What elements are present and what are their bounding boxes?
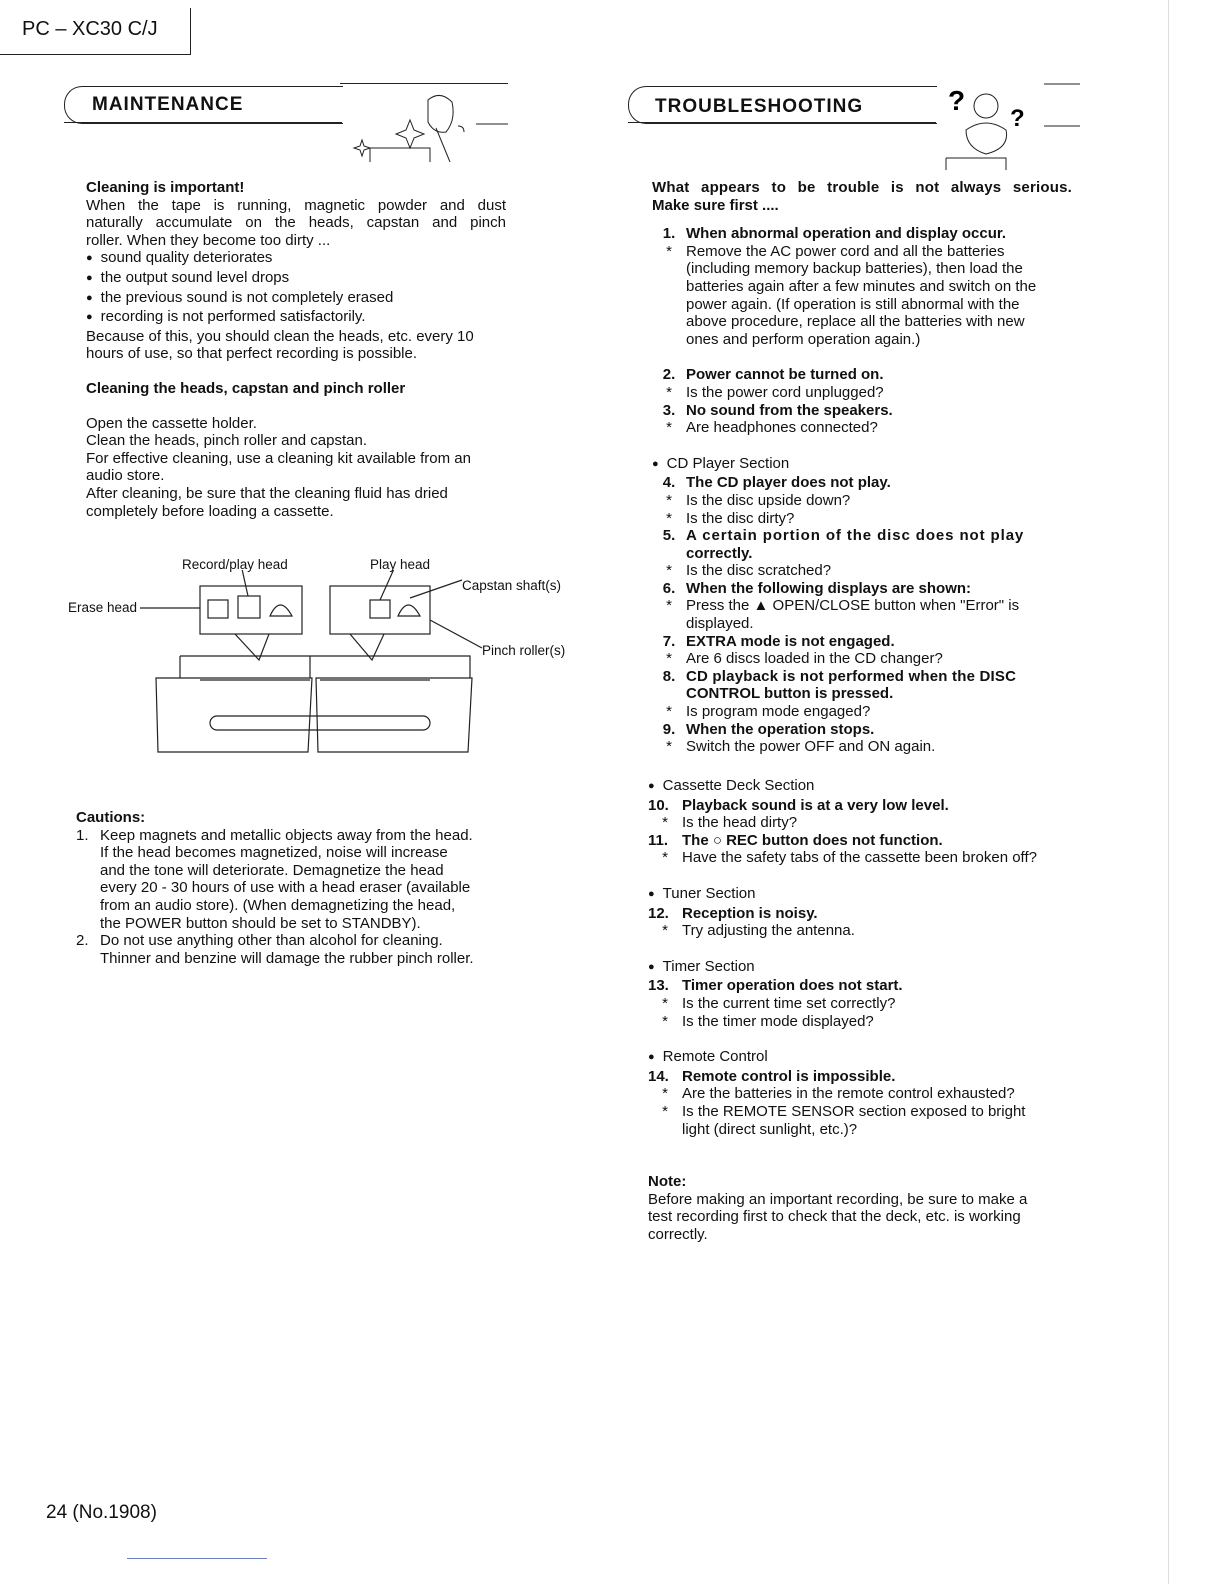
cassette-deck-diagram xyxy=(140,570,485,765)
label-record-play-head: Record/play head xyxy=(182,557,288,572)
item-8 xyxy=(652,668,1072,686)
item-8-title-1: CD playback is not performed when the DISC xyxy=(686,667,1017,685)
item-6-number: 6. xyxy=(662,579,676,597)
item-11 xyxy=(648,832,1078,850)
bullet-2: ● the output sound level drops xyxy=(86,269,506,289)
caution-1-line-1: Keep magnets and metallic objects away from the head. xyxy=(100,826,473,844)
troubleshooting-column xyxy=(652,179,1072,756)
item-8-check: * Is program mode engaged? xyxy=(666,703,871,721)
cassette-section: ● Cassette Deck Section xyxy=(648,777,1078,797)
step-3: For effective cleaning, use a cleaning kit available from an xyxy=(86,449,471,467)
maintenance-column xyxy=(86,179,506,520)
bullet-1: ● sound quality deteriorates xyxy=(86,249,506,269)
item-12 xyxy=(648,905,1078,923)
step-1: Open the cassette holder. xyxy=(86,414,257,432)
cautions-title: Cautions: xyxy=(76,809,146,826)
label-capstan: Capstan shaft(s) xyxy=(462,578,562,593)
item-2-check: * Is the power cord unplugged? xyxy=(666,383,884,401)
item-10-check: * Is the head dirty? xyxy=(662,814,798,832)
item-4-check-2: * Is the disc dirty? xyxy=(666,509,795,527)
item-12-check: * Try adjusting the antenna. xyxy=(662,922,855,940)
item-13-check-2-text: Is the timer mode displayed? xyxy=(682,1012,874,1030)
item-13-number: 13. xyxy=(648,977,669,995)
item-14-check-1-text: Are the batteries in the remote control exhausted? xyxy=(682,1085,1015,1103)
because-1: Because of this, you should clean the heads, etc. every 10 xyxy=(86,327,474,345)
maintenance-heading-rule xyxy=(64,122,342,123)
step-2: Clean the heads, pinch roller and capstan. xyxy=(86,432,368,450)
item-4-title: The CD player does not play. xyxy=(686,474,891,492)
item-1-number: 1. xyxy=(662,225,676,243)
caution-2-line-2: Thinner and benzine will damage the rubber pinch roller. xyxy=(100,949,474,967)
note-line-3: correctly. xyxy=(648,1225,708,1243)
item-14-number: 14. xyxy=(648,1067,669,1085)
item-2-number: 2. xyxy=(662,366,676,384)
item-14-check-1: * Are the batteries in the remote control exhausted? xyxy=(662,1085,1015,1103)
caution-1-line-6: the POWER button should be set to STANDBY). xyxy=(100,914,421,932)
note-title: Note: xyxy=(648,1173,687,1191)
item-7 xyxy=(652,633,1072,651)
cautions xyxy=(76,809,506,967)
item-4-check-1-text: Is the disc upside down? xyxy=(686,491,851,509)
sparkle-head-icon xyxy=(350,88,510,164)
step-6: completely before loading a cassette. xyxy=(86,502,334,520)
item-5 xyxy=(652,527,1072,545)
step-5: After cleaning, be sure that the cleaning fluid has dried xyxy=(86,484,448,502)
item-3-number: 3. xyxy=(662,401,676,419)
item-9-check-text: Switch the power OFF and ON again. xyxy=(686,738,936,756)
svg-text:?: ? xyxy=(948,85,966,116)
item-14 xyxy=(648,1068,1078,1086)
item-2-check-text: Is the power cord unplugged? xyxy=(686,383,884,401)
caution-1 xyxy=(76,827,506,845)
item-13-check-1: * Is the current time set correctly? xyxy=(662,994,896,1012)
item-7-title: EXTRA mode is not engaged. xyxy=(686,632,895,650)
item-11-title: The ○ REC button does not function. xyxy=(682,831,943,849)
item-3-check-text: Are headphones connected? xyxy=(686,419,878,437)
item-5-title-1: A certain portion of the disc does not play xyxy=(686,527,1025,545)
item-1-title: When abnormal operation and display occur. xyxy=(686,225,1007,243)
item-11-number: 11. xyxy=(648,831,669,849)
cleaning-title: Cleaning is important! xyxy=(86,179,245,196)
item-1 xyxy=(652,225,1072,243)
svg-text:?: ? xyxy=(1010,105,1025,132)
item-5-number: 5. xyxy=(662,527,676,545)
item-13-check-2: * Is the timer mode displayed? xyxy=(662,1012,874,1030)
item-5-title-2: correctly. xyxy=(686,544,753,562)
timer-section: ● Timer Section xyxy=(648,958,1078,978)
cleaning-intro-1: When the tape is running, magnetic powder and dust xyxy=(86,196,506,214)
item-6 xyxy=(652,580,1072,598)
step-4: audio store. xyxy=(86,467,165,485)
item-10-check-text: Is the head dirty? xyxy=(682,814,798,832)
item-9-number: 9. xyxy=(662,720,676,738)
item-14-check-2-text: Is the REMOTE SENSOR section exposed to bright xyxy=(682,1102,1026,1120)
item-10-number: 10. xyxy=(648,796,669,814)
troubleshooting-column-lower xyxy=(648,777,1078,1243)
item-3 xyxy=(652,402,1072,420)
label-erase-head: Erase head xyxy=(68,600,138,615)
caution-2 xyxy=(76,932,506,950)
page-edge xyxy=(1168,0,1169,1584)
item-6-check-1: * Press the ▲ OPEN/CLOSE button when "Error" is xyxy=(666,597,1020,615)
item-12-title: Reception is noisy. xyxy=(682,904,818,922)
item-10 xyxy=(648,797,1078,815)
caution-1-number: 1. xyxy=(76,826,89,844)
item-4 xyxy=(652,474,1072,492)
caution-2-line-1: Do not use anything other than alcohol for cleaning. xyxy=(100,932,443,950)
page-number: 24 (No.1908) xyxy=(46,1502,157,1523)
item-1-line-6: ones and perform operation again.) xyxy=(686,330,921,348)
bullet-3: ● the previous sound is not completely erased xyxy=(86,289,506,309)
item-2-title: Power cannot be turned on. xyxy=(686,366,884,384)
item-8-check-text: Is program mode engaged? xyxy=(686,703,871,721)
item-12-check-text: Try adjusting the antenna. xyxy=(682,922,855,940)
item-1-line-3: batteries again after a few minutes and switch on the xyxy=(686,277,1037,295)
item-6-check-1-text: Press the ▲ OPEN/CLOSE button when "Error" is xyxy=(686,597,1020,615)
item-9-title: When the operation stops. xyxy=(686,720,875,738)
cleaning-intro-3: roller. When they become too dirty ... xyxy=(86,231,331,249)
item-1-line-1: * Remove the AC power cord and all the batteries xyxy=(666,242,1005,260)
item-4-check-2-text: Is the disc dirty? xyxy=(686,509,795,527)
item-3-check: * Are headphones connected? xyxy=(666,419,878,437)
because-2: hours of use, so that perfect recording is possible. xyxy=(86,345,418,363)
item-12-number: 12. xyxy=(648,904,669,922)
tuner-section: ● Tuner Section xyxy=(648,885,1078,905)
item-5-check: * Is the disc scratched? xyxy=(666,562,832,580)
item-5-check-text: Is the disc scratched? xyxy=(686,562,832,580)
item-4-number: 4. xyxy=(662,474,676,492)
item-14-check-2: * Is the REMOTE SENSOR section exposed to bright xyxy=(662,1102,1026,1120)
remote-section: ● Remote Control xyxy=(648,1048,1078,1068)
item-8-number: 8. xyxy=(662,667,676,685)
label-play-head: Play head xyxy=(370,557,431,572)
item-1-line-2: (including memory backup batteries), then load the xyxy=(686,260,1023,278)
bullet-4: ● recording is not performed satisfactorily. xyxy=(86,308,506,328)
caution-1-line-2: If the head becomes magnetized, noise will increase xyxy=(100,844,448,862)
item-10-title: Playback sound is at a very low level. xyxy=(682,796,949,814)
item-11-check: * Have the safety tabs of the cassette been broken off? xyxy=(662,849,1037,867)
label-pinch-roller: Pinch roller(s) xyxy=(482,643,566,658)
caution-1-line-3: and the tone will deteriorate. Demagnetize the head xyxy=(100,861,444,879)
item-13-check-1-text: Is the current time set correctly? xyxy=(682,994,896,1012)
maintenance-title: MAINTENANCE xyxy=(92,94,244,115)
footer-line xyxy=(127,1558,267,1559)
item-1-line-4: power again. (If operation is still abnormal with the xyxy=(686,295,1020,313)
caution-1-line-4: every 20 - 30 hours of use with a head eraser (available xyxy=(100,879,471,897)
model-number: PC – XC30 C/J xyxy=(22,18,158,40)
item-3-title: No sound from the speakers. xyxy=(686,401,893,419)
item-1-line-5: above procedure, replace all the batteries with new xyxy=(686,313,1025,331)
trouble-intro-2: Make sure first .... xyxy=(652,196,779,214)
item-14-title: Remote control is impossible. xyxy=(682,1067,896,1085)
item-9-check: * Switch the power OFF and ON again. xyxy=(666,738,936,756)
puzzled-person-icon xyxy=(940,76,1080,172)
item-9 xyxy=(652,721,1072,739)
item-13-title: Timer operation does not start. xyxy=(682,977,903,995)
troubleshooting-title: TROUBLESHOOTING xyxy=(655,96,864,117)
item-2 xyxy=(652,366,1072,384)
cd-section: ● CD Player Section xyxy=(652,455,1072,475)
item-13 xyxy=(648,977,1078,995)
item-6-check-2: displayed. xyxy=(686,615,754,633)
note-line-2: test recording first to check that the deck, etc. is working xyxy=(648,1208,1021,1226)
trouble-intro-1: What appears to be trouble is not always serious. xyxy=(652,179,1072,196)
heads-title: Cleaning the heads, capstan and pinch roller xyxy=(86,379,406,397)
item-7-check-text: Are 6 discs loaded in the CD changer? xyxy=(686,650,943,668)
maintenance-heading-rule-top xyxy=(340,83,508,84)
item-6-title: When the following displays are shown: xyxy=(686,579,972,597)
caution-1-line-5: from an audio store). (When demagnetizing the head, xyxy=(100,896,456,914)
item-11-check-text: Have the safety tabs of the cassette been broken off? xyxy=(682,849,1037,867)
item-14-check-2b: light (direct sunlight, etc.)? xyxy=(682,1120,858,1138)
item-1-text-1: Remove the AC power cord and all the batteries xyxy=(686,242,1005,260)
cleaning-intro-2: naturally accumulate on the heads, capstan and pinch xyxy=(86,214,506,232)
item-4-check-1: * Is the disc upside down? xyxy=(666,491,851,509)
item-7-number: 7. xyxy=(662,632,676,650)
note-line-1: Before making an important recording, be sure to make a xyxy=(648,1190,1028,1208)
item-8-title-2: CONTROL button is pressed. xyxy=(686,685,894,703)
caution-2-number: 2. xyxy=(76,932,89,950)
item-7-check: * Are 6 discs loaded in the CD changer? xyxy=(666,650,943,668)
troubleshooting-heading-rule xyxy=(628,122,936,123)
